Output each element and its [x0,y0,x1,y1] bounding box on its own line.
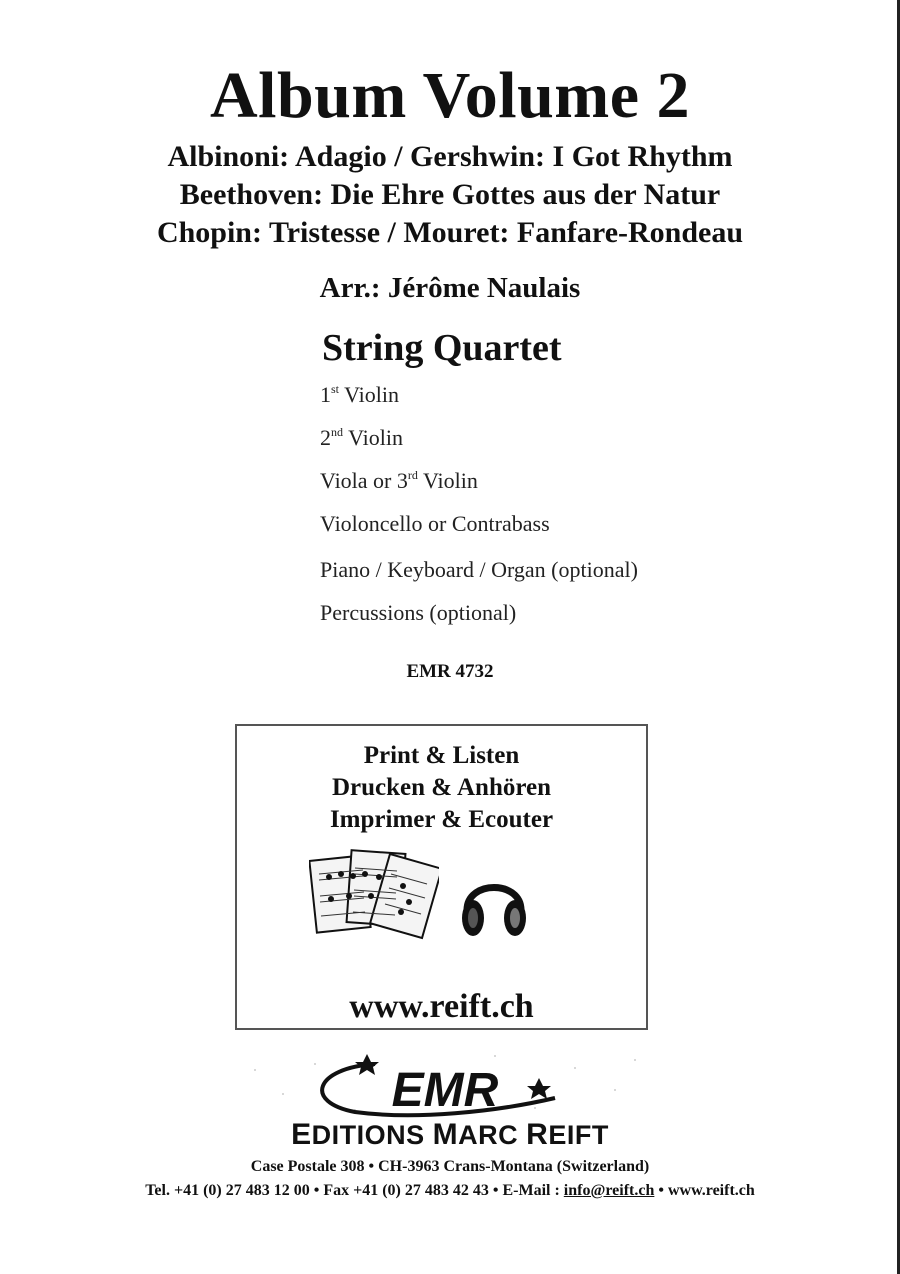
publisher-name: EDITIONS MARC REIFT [291,1118,609,1151]
publisher-address: Case Postale 308 • CH-3963 Crans-Montana (Switzerland) [250,1158,650,1175]
works-list [0,138,900,252]
email-link[interactable]: info@reift.ch [563,1182,655,1199]
headphones-icon [459,864,529,944]
works-line-1: Albinoni: Adagio / Gershwin: I Got Rhythm [167,140,733,173]
instrument-item: 2nd Violin [320,425,404,450]
instrument-item: Violoncello or Contrabass [320,511,550,536]
works-line-3: Chopin: Tristesse / Mouret: Fanfare-Rondeau [156,216,744,249]
publisher-contact: Tel. +41 (0) 27 483 12 00 • Fax +41 (0) 27 483 42 43 • E-Mail : info@reift.ch • www.reift.ch [145,1182,755,1199]
print-listen-fr: Imprimer & Ecouter [329,806,554,833]
ensemble-title: String Quartet [322,327,562,369]
emr-logo-text: EMR [391,1064,499,1117]
arranger: Arr.: Jérôme Naulais [319,272,581,304]
print-listen-de: Drucken & Anhören [331,774,551,801]
website-url[interactable]: www.reift.ch [349,988,534,1025]
instrument-item: Viola or 3rd Violin [320,468,478,493]
instrument-item: Percussions (optional) [320,600,517,625]
emr-logo [235,1050,655,1122]
instrument-item: Piano / Keyboard / Organ (optional) [320,557,638,582]
sheet-music-icon [309,844,439,940]
print-listen-box [235,724,648,1030]
works-line-2: Beethoven: Die Ehre Gottes aus der Natur [179,178,721,211]
instrument-item: 1st Violin [320,382,400,407]
print-listen-en: Print & Listen [363,742,520,769]
album-title: Album Volume 2 [209,59,691,132]
catalog-number: EMR 4732 [406,661,494,682]
